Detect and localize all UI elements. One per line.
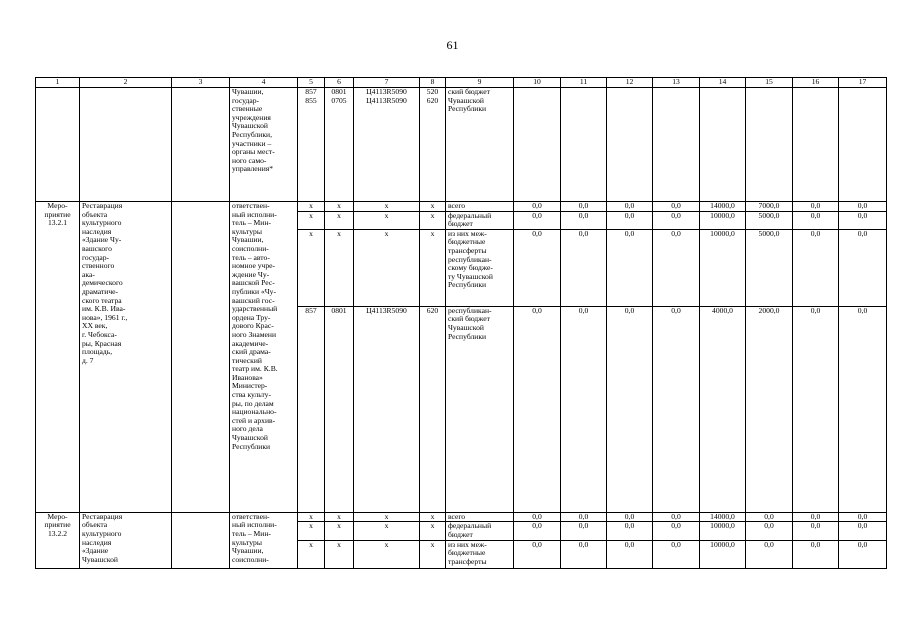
cell-line: Республики (448, 280, 487, 290)
cell-line: ства культу- (232, 390, 271, 400)
cell-line: ский драма- (232, 347, 271, 357)
cell-line: Чувашии, (232, 87, 264, 96)
funding-source-cell (446, 211, 514, 229)
value-cell: 0,0 (793, 202, 839, 212)
value-cell: 0,0 (561, 512, 607, 522)
col7-cell (354, 88, 420, 202)
value-cell: 0,0 (839, 202, 887, 212)
empty-cell (36, 88, 80, 202)
cell-line: Реставрация (82, 512, 123, 521)
cell-line: публики «Чу- (232, 286, 276, 296)
header-col-8: 8 (420, 78, 446, 88)
empty-cell (839, 88, 887, 202)
code-c5: x (298, 522, 325, 540)
cell-line: тель – авто- (232, 252, 270, 262)
cell-line: вашский гос- (232, 295, 275, 305)
cell-line: Иванова» (232, 372, 263, 382)
value-cell: 0,0 (746, 512, 793, 522)
cell-line: соисполни- (232, 243, 269, 253)
value-cell: 0,0 (839, 512, 887, 522)
cell-line: бюджетные (448, 237, 486, 247)
col6-cell (325, 88, 354, 202)
cell-line: XX век, (82, 321, 108, 331)
header-col-11: 11 (561, 78, 607, 88)
cell-line: площадь, (82, 347, 113, 357)
empty-cell (607, 88, 653, 202)
value-cell: 0,0 (746, 540, 793, 568)
value-cell: 0,0 (561, 211, 607, 229)
cell-line: ственного (82, 261, 115, 271)
cell-line: соисполни- (232, 554, 269, 564)
value-cell: 0,0 (514, 540, 561, 568)
cell-line: национально- (232, 407, 277, 417)
cell-line: номное учре- (232, 261, 276, 271)
empty-cell (746, 88, 793, 202)
value-cell: 5000,0 (746, 229, 793, 306)
header-col-3: 3 (172, 78, 230, 88)
code-c6: x (325, 202, 354, 212)
header-col-7: 7 (354, 78, 420, 88)
header-col-13: 13 (653, 78, 700, 88)
cell-line: из них меж- (448, 229, 487, 238)
cell-line: дового Крас- (232, 321, 274, 331)
value-cell: 0,0 (653, 229, 700, 306)
value-cell: 4000,0 (700, 306, 746, 512)
cell-line: управления* (232, 164, 274, 174)
value-cell: 0,0 (793, 306, 839, 512)
code-c7: x (354, 202, 420, 212)
header-col-15: 15 (746, 78, 793, 88)
value-cell: 0,0 (561, 306, 607, 512)
cell-line: «Здание Чу- (82, 235, 122, 245)
cell-line: республикан- (448, 254, 492, 264)
cell-line: бюджетные (448, 548, 486, 558)
cell-line: ного само- (232, 155, 267, 165)
cell-line: ный исполни- (232, 520, 277, 530)
value-cell: 0,0 (514, 512, 561, 522)
cell-line: учреждения (232, 112, 271, 122)
cell-line: ный исполни- (232, 209, 277, 219)
cell-line: Меро- (47, 201, 68, 210)
empty-cell (700, 88, 746, 202)
code-c6: x (325, 211, 354, 229)
code-c6: x (325, 522, 354, 540)
cell-line: приятие (44, 209, 71, 219)
code-c5: x (298, 202, 325, 212)
value-cell: 0,0 (607, 512, 653, 522)
header-row (36, 78, 887, 88)
cell-line: ного Знамени (232, 329, 277, 339)
cell-line: 520 (426, 87, 439, 96)
cell-line: ственные (232, 104, 263, 114)
cell-line: академиче- (232, 338, 269, 348)
header-col-17: 17 (839, 78, 887, 88)
cell-line: ский бюджет (448, 87, 490, 96)
cell-line: демического (82, 278, 123, 288)
cell-line: 620 (426, 95, 439, 105)
value-cell: 0,0 (607, 306, 653, 512)
value-cell: 0,0 (746, 522, 793, 540)
source-cell (446, 88, 514, 202)
cell-line: Ц4113R5090 (366, 95, 407, 105)
measure-name-cell (80, 512, 172, 568)
cell-line: Республики (232, 441, 271, 451)
cell-line: Республики, (232, 129, 272, 139)
value-cell: 0,0 (561, 522, 607, 540)
header-col-10: 10 (514, 78, 561, 88)
value-cell: 0,0 (793, 512, 839, 522)
cell-line: д. 7 (82, 355, 94, 365)
empty-cell (514, 88, 561, 202)
value-cell: 0,0 (793, 211, 839, 229)
cell-line: объекта (82, 209, 108, 219)
cell-line: тель – Мин- (232, 528, 271, 538)
measure-name-cell (80, 202, 172, 513)
value-cell: 0,0 (514, 522, 561, 540)
header-col-1: 1 (36, 78, 80, 88)
empty-cell (80, 88, 172, 202)
measure-row (36, 202, 887, 212)
cell-line: ры, по делам (232, 398, 274, 408)
cell-line: «Здание (82, 546, 109, 556)
cell-line: наследия (82, 537, 112, 547)
cell-line: Республики (448, 331, 487, 341)
code-c5: x (298, 512, 325, 522)
continuation-row (36, 88, 887, 202)
funding-source-cell (446, 229, 514, 306)
value-cell: 5000,0 (746, 211, 793, 229)
cell-line: нова», 1961 г., (82, 312, 128, 322)
col5-cell (298, 88, 325, 202)
header-col-2: 2 (80, 78, 172, 88)
cell-line: ного дела (232, 424, 263, 434)
code-c7: x (354, 522, 420, 540)
value-cell: 0,0 (561, 202, 607, 212)
value-cell: 0,0 (653, 540, 700, 568)
cell-line: вашской Рес- (232, 278, 275, 288)
measure-code-cell (36, 202, 80, 513)
code-c8: 620 (420, 306, 446, 512)
cell-line: Ц4113R5090 (366, 87, 407, 96)
executor-cell (230, 88, 298, 202)
empty-cell (561, 88, 607, 202)
cell-line: федеральный (448, 521, 492, 531)
value-cell: 14000,0 (700, 512, 746, 522)
cell-line: Республики (448, 104, 487, 114)
cell-line: 0801 (331, 87, 347, 96)
cell-line: приятие (44, 520, 71, 530)
cell-line: ту Чувашской (448, 271, 493, 281)
value-cell: 0,0 (514, 202, 561, 212)
cell-line: бюджет (448, 219, 473, 229)
cell-line: стей и архив- (232, 415, 276, 425)
cell-line: наследия (82, 226, 112, 236)
cell-line: из них меж- (448, 540, 487, 549)
header-col-4: 4 (230, 78, 298, 88)
code-c7: x (354, 211, 420, 229)
measure-code-cell (36, 512, 80, 568)
value-cell: 0,0 (653, 512, 700, 522)
code-c8: x (420, 540, 446, 568)
empty-cell (172, 202, 230, 513)
value-cell: 0,0 (561, 229, 607, 306)
header-col-14: 14 (700, 78, 746, 88)
cell-line: культуры (232, 226, 262, 236)
header-col-6: 6 (325, 78, 354, 88)
cell-line: Чувашии, (232, 235, 264, 245)
value-cell: 0,0 (839, 211, 887, 229)
code-c8: x (420, 202, 446, 212)
cell-line: ответствен- (232, 512, 270, 521)
value-cell: 0,0 (653, 306, 700, 512)
header-col-12: 12 (607, 78, 653, 88)
code-c7: x (354, 540, 420, 568)
cell-line: культурного (82, 218, 122, 228)
code-c6: x (325, 512, 354, 522)
value-cell: 10000,0 (700, 522, 746, 540)
page-number: 61 (446, 38, 459, 52)
cell-line: г. Чебокса- (82, 329, 117, 339)
cell-line: Меро- (47, 512, 68, 521)
cell-line: Чувашской (232, 433, 268, 443)
cell-line: органы мест- (232, 147, 275, 157)
budget-table (35, 77, 887, 569)
cell-line: тический (232, 355, 262, 365)
code-c7: x (354, 229, 420, 306)
value-cell: 0,0 (839, 522, 887, 540)
value-cell: 0,0 (514, 229, 561, 306)
executor-cell (230, 512, 298, 568)
code-c7: x (354, 512, 420, 522)
cell-line: республикан- (448, 306, 492, 315)
cell-line: Чувашской (232, 121, 268, 131)
header-col-9: 9 (446, 78, 514, 88)
cell-line: участники – (232, 138, 272, 148)
value-cell: 0,0 (514, 306, 561, 512)
empty-cell (172, 512, 230, 568)
header-col-5: 5 (298, 78, 325, 88)
cell-line: федеральный (448, 211, 492, 220)
code-c8: x (420, 512, 446, 522)
cell-line: Реставрация (82, 201, 123, 210)
code-c6: 0801 (325, 306, 354, 512)
empty-cell (653, 88, 700, 202)
cell-line: трансферты (448, 556, 487, 566)
cell-line: скому бюдже- (448, 263, 493, 273)
cell-line: ударственный (232, 304, 278, 314)
cell-line: вашского (82, 243, 112, 253)
value-cell: 10000,0 (700, 540, 746, 568)
value-cell: 0,0 (653, 202, 700, 212)
value-cell: 0,0 (839, 306, 887, 512)
col8-cell (420, 88, 446, 202)
code-c5: x (298, 211, 325, 229)
executor-cell (230, 202, 298, 513)
value-cell: 7000,0 (746, 202, 793, 212)
cell-line: Чувашии, (232, 546, 264, 556)
code-c8: x (420, 522, 446, 540)
value-cell: 0,0 (607, 202, 653, 212)
value-cell: 0,0 (653, 211, 700, 229)
cell-line: ского театра (82, 295, 122, 305)
cell-line: ответствен- (232, 201, 270, 210)
cell-line: 855 (305, 95, 317, 105)
code-c5: 857 (298, 306, 325, 512)
code-c7: Ц4113R5090 (354, 306, 420, 512)
value-cell: 10000,0 (700, 229, 746, 306)
funding-source-cell (446, 512, 514, 522)
cell-line: 857 (305, 87, 317, 96)
value-cell: 0,0 (839, 540, 887, 568)
value-cell: 0,0 (561, 540, 607, 568)
value-cell: 0,0 (653, 522, 700, 540)
value-cell: 0,0 (607, 211, 653, 229)
value-cell: 0,0 (793, 540, 839, 568)
code-c5: x (298, 229, 325, 306)
value-cell: 0,0 (793, 522, 839, 540)
value-cell: 0,0 (607, 229, 653, 306)
funding-source-cell (446, 522, 514, 540)
funding-source-cell (446, 306, 514, 512)
value-cell: 0,0 (793, 229, 839, 306)
funding-source-cell (446, 540, 514, 568)
cell-line: ский бюджет (448, 314, 490, 324)
cell-line: им. К.В. Ива- (82, 304, 126, 314)
value-cell: 2000,0 (746, 306, 793, 512)
empty-cell (172, 88, 230, 202)
code-c6: x (325, 540, 354, 568)
funding-source-cell (446, 202, 514, 212)
cell-line: Чувашской (448, 95, 484, 105)
cell-line: 0705 (331, 95, 347, 105)
cell-line: драматиче- (82, 286, 119, 296)
cell-line: трансферты (448, 245, 487, 255)
measure-row (36, 512, 887, 522)
cell-line: государ- (82, 252, 110, 262)
cell-line: бюджет (448, 529, 473, 539)
cell-line: культуры (232, 537, 262, 547)
cell-line: ры, Красная (82, 338, 122, 348)
value-cell: 0,0 (607, 540, 653, 568)
cell-line: Чувашской (448, 322, 484, 332)
value-cell: 14000,0 (700, 202, 746, 212)
code-c8: x (420, 229, 446, 306)
code-c6: x (325, 229, 354, 306)
cell-line: ака- (82, 269, 95, 279)
cell-line: театр им. К.В. (232, 364, 278, 374)
cell-line: тель – Мин- (232, 218, 271, 228)
cell-line: ждение Чу- (232, 269, 270, 279)
value-cell: 0,0 (514, 211, 561, 229)
cell-line: 13.2.2 (48, 528, 67, 538)
cell-line: Министер- (232, 381, 268, 391)
cell-line: культурного (82, 528, 122, 538)
cell-line: всего (448, 512, 466, 521)
cell-line: объекта (82, 520, 108, 530)
value-cell: 0,0 (607, 522, 653, 540)
cell-line: всего (448, 201, 466, 210)
cell-line: Чувашской (82, 554, 118, 564)
empty-cell (793, 88, 839, 202)
header-col-16: 16 (793, 78, 839, 88)
cell-line: ордена Тру- (232, 312, 271, 322)
value-cell: 0,0 (839, 229, 887, 306)
code-c8: x (420, 211, 446, 229)
code-c5: x (298, 540, 325, 568)
value-cell: 10000,0 (700, 211, 746, 229)
cell-line: государ- (232, 95, 260, 105)
cell-line: 13.2.1 (48, 218, 67, 228)
